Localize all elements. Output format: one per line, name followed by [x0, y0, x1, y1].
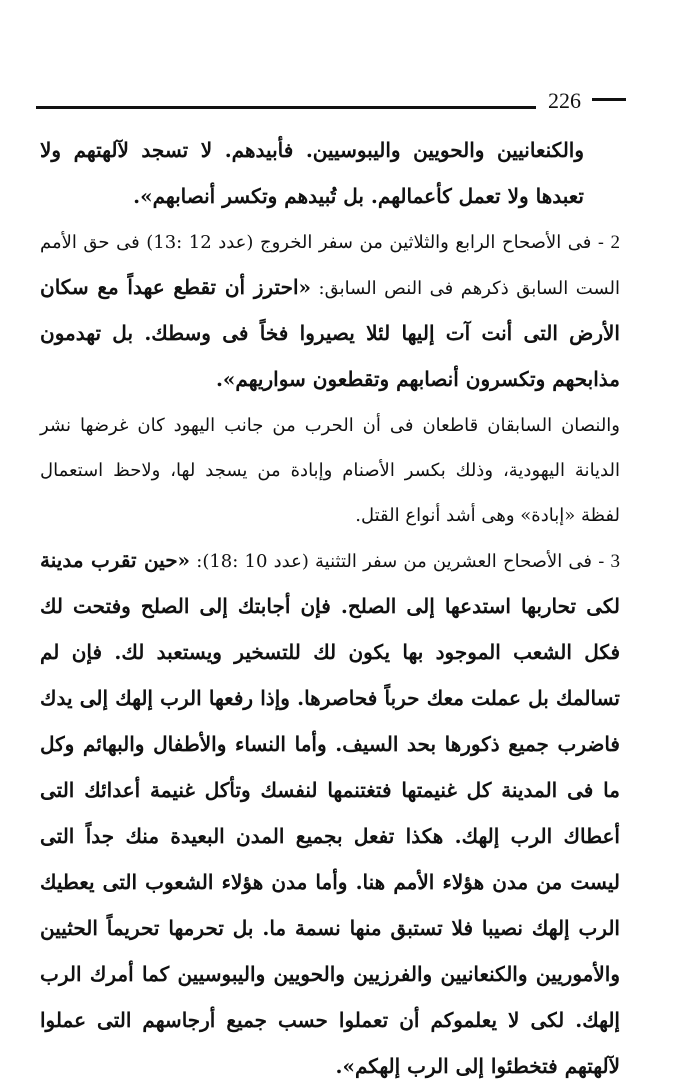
page-body — [40, 128, 620, 1090]
header-rule — [36, 106, 536, 109]
item-intro-text: - فى الأصحاح الرابع والثلاثين من سفر الخروج (عدد 12 :13) فى حق الأمم الست السابق ذكرهم فى النص السابق: — [40, 232, 620, 299]
item-intro-text: - فى الأصحاح العشرين من سفر التثنية (عدد 10 :18): — [190, 551, 611, 572]
item-number: 3 — [610, 551, 620, 572]
page-header — [36, 78, 626, 118]
item-number: 2 — [610, 232, 621, 253]
quote-text: «احترز أن تقطع عهداً مع سكان الأرض التى أنت آت إليها لئلا يصيروا فخاً فى وسطك. بل تهدمون مذابحهم وتكسرون أنصابهم وتقطعون سواريهم». — [40, 275, 620, 391]
header-rule-short — [592, 98, 626, 101]
quote-text: والكنعانيين والحويين واليبوسيين. فأبيدهم. لا تسجد لآلهتهم ولا تعبدها ولا تعمل كأعمالهم. بل تُبيدهم وتكسر أنصابهم». — [40, 138, 584, 208]
paragraph-quote-continuation — [40, 128, 620, 220]
commentary-text: والنصان السابقان قاطعان فى أن الحرب من جانب اليهود كان غرضها نشر الديانة اليهودية، وذلك بكسر الأصنام وإبادة من يسجد لها، ولاحظ استعمال لفظة «إبادة» وهى أشد أنواع القتل. — [40, 415, 620, 526]
quote-text: «حين تقرب مدينة لكى تحاربها استدعها إلى الصلح. فإن أجابتك إلى الصلح وفتحت لك فكل الشعب الموجود بها يكون لك للتسخير ويستعبد لك. فإن لم تسالمك بل عملت معك حرباً فحاصرها. وإذا رفعها الرب إلهك إلى يدك فاضرب جميع ذكورها بحد السيف. وأما النساء والأطفال والبهائم وكل ما فى المدينة كل غنيمتها فتغتنمها لنفسك وتأكل غنيمة أعدائك التى أعطاك الرب إلهك. هكذا تفعل بجميع المدن البعيدة منك جداً التى ليست من مدن هؤلاء الأمم هنا. وأما مدن هؤلاء الشعوب التى يعطيك الرب إلهك نصيبا فلا تستبق منها نسمة ما. بل تحرمها تحريماً الحثيين والأموريين والكنعانيين والفرزيين والحويين واليبوسيين كما أمرك الرب إلهك. لكى لا يعلموكم أن تعملوا حسب جميع أرجاسهم التى عملوا لآلهتهم فتخطئوا إلى الرب إلهكم». — [40, 548, 620, 1078]
page-number: 226 — [548, 88, 581, 113]
paragraph-commentary — [40, 403, 620, 538]
list-item-3 — [40, 538, 620, 1090]
list-item-2 — [40, 220, 620, 403]
